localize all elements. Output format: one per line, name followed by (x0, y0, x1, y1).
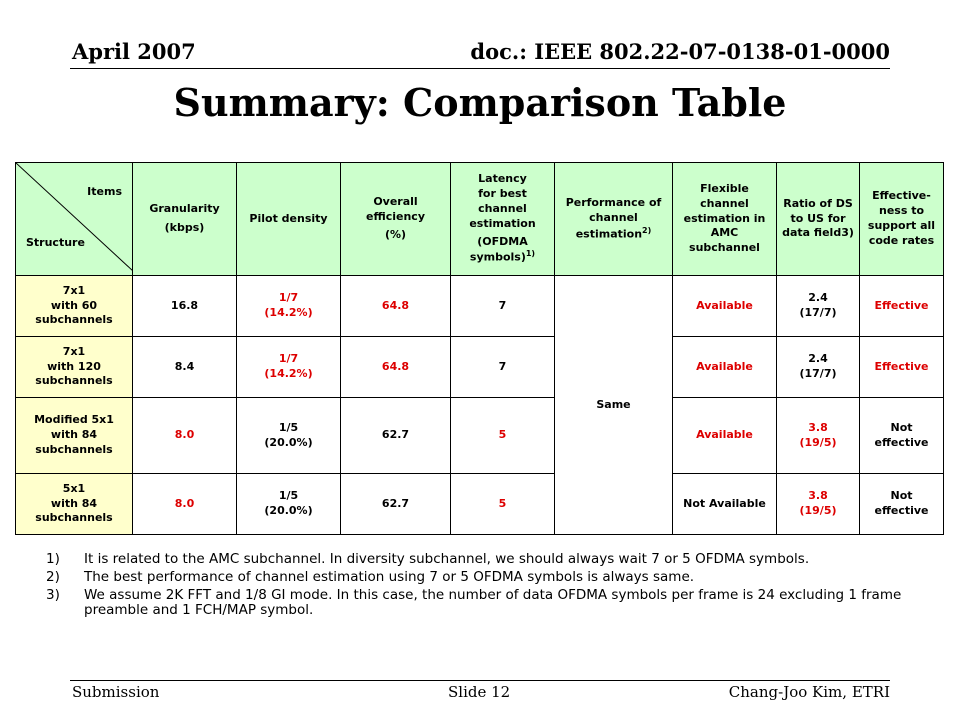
header-doc-id: doc.: IEEE 802.22-07-0138-01-0000 (470, 39, 890, 64)
col-header-flexible (673, 163, 777, 276)
col-header-pilot-density (237, 163, 341, 276)
table-row (16, 337, 944, 398)
slide-title: Summary: Comparison Table (173, 80, 787, 125)
pilot-percent: (20.0%) (264, 435, 313, 449)
cell-efficiency: 62.7 (341, 474, 451, 535)
footer-submission: Submission (72, 683, 160, 701)
pilot-percent: (20.0%) (264, 504, 313, 517)
col-header-overall-efficiency (341, 163, 451, 276)
col-header-text: Flexible channel estimation in AMC subchannel (683, 181, 766, 255)
col-header-unit: (%) (384, 228, 407, 242)
cell-performance-merged: Same (555, 276, 673, 535)
col-header-unit: (kbps) (164, 221, 205, 234)
col-header-latency (451, 163, 555, 276)
pilot-percent: (14.2%) (264, 367, 313, 380)
col-header-ratio (777, 163, 860, 276)
cell-effectiveness: Not effective (860, 398, 944, 474)
cell-latency: 7 (451, 337, 555, 398)
cell-ratio (777, 398, 860, 474)
structure-type: 5x1 (62, 481, 86, 495)
ratio-fraction: (19/5) (799, 435, 837, 449)
pilot-ratio: 1/5 (278, 489, 299, 503)
col-header-text: Latency (478, 172, 527, 186)
ratio-fraction: (17/7) (799, 306, 837, 319)
cell-flexible: Available (673, 337, 777, 398)
structure-subchannels: with 84 subchannels (35, 428, 113, 456)
cell-granularity: 16.8 (133, 276, 237, 337)
col-header-unit-text: (OFDMA symbols) (469, 234, 528, 265)
footer-slide-number: Slide 12 (448, 683, 511, 701)
cell-efficiency: 64.8 (341, 276, 451, 337)
col-header-performance (555, 163, 673, 276)
corner-items-label: Items (87, 185, 122, 198)
structure-type: 7x1 (62, 283, 86, 297)
ratio-value: 3.8 (808, 420, 828, 434)
col-header-text: Effective-ness to support all code rates (867, 189, 936, 247)
pilot-percent: (14.2%) (264, 306, 313, 319)
cell-pilot-density (237, 276, 341, 337)
header-date: April 2007 (72, 39, 196, 64)
footnote-item (46, 570, 926, 585)
footnote-number: 2) (46, 569, 60, 585)
footer-rule (70, 680, 890, 681)
cell-ratio (777, 276, 860, 337)
structure-type: 7x1 (62, 344, 86, 358)
cell-flexible: Available (673, 276, 777, 337)
header-rule (70, 68, 890, 69)
footnote-item (46, 552, 926, 567)
cell-effectiveness: Not effective (860, 474, 944, 535)
structure-type: Modified 5x1 (34, 413, 114, 427)
pilot-ratio: 1/7 (278, 352, 299, 366)
corner-header (16, 163, 133, 276)
cell-efficiency: 64.8 (341, 337, 451, 398)
col-header-text: Performance of channel estimation (565, 195, 662, 241)
footnote-ref: 2) (642, 225, 652, 235)
structure-subchannels: with 60 subchannels (35, 298, 113, 327)
col-header-unit (454, 235, 551, 266)
footnote-text: The best performance of channel estimation using 7 or 5 OFDMA symbols is always same. (84, 569, 695, 585)
cell-granularity: 8.4 (133, 337, 237, 398)
cell-latency: 5 (451, 398, 555, 474)
comparison-table (15, 162, 944, 535)
corner-diagonal (16, 163, 133, 271)
footnote-number: 1) (46, 551, 60, 567)
corner-structure-label: Structure (26, 236, 85, 250)
cell-flexible: Not Available (673, 474, 777, 535)
cell-pilot-density (237, 474, 341, 535)
cell-latency: 7 (451, 276, 555, 337)
row-structure (16, 398, 133, 474)
col-header-effectiveness (860, 163, 944, 276)
cell-ratio (777, 474, 860, 535)
row-structure (16, 276, 133, 337)
ratio-fraction: (17/7) (799, 367, 837, 380)
structure-subchannels: with 120 subchannels (35, 359, 113, 388)
footnote-text: It is related to the AMC subchannel. In diversity subchannel, we should always wait 7 or 5 OFDMA symbols. (84, 551, 810, 567)
col-header-text: for best channel estimation (469, 186, 536, 230)
ratio-fraction: (19/5) (799, 504, 837, 517)
pilot-ratio: 1/5 (278, 420, 299, 434)
ratio-value: 2.4 (808, 352, 828, 366)
row-structure (16, 474, 133, 535)
table-row (16, 474, 944, 535)
col-header-text: Granularity (149, 202, 220, 216)
ratio-value: 3.8 (808, 489, 828, 503)
pilot-ratio: 1/7 (278, 291, 299, 305)
structure-subchannels: with 84 subchannels (35, 496, 113, 525)
col-header-text: Pilot density (249, 211, 328, 225)
cell-efficiency: 62.7 (341, 398, 451, 474)
cell-pilot-density (237, 398, 341, 474)
cell-latency: 5 (451, 474, 555, 535)
col-header-text: Ratio of DS to US for data field3) (782, 196, 854, 240)
footnote-text: We assume 2K FFT and 1/8 GI mode. In this case, the number of data OFDMA symbols per frame is 24 excluding 1 frame preamble and 1 FCH/MAP symbol. (84, 587, 902, 618)
cell-flexible: Available (673, 398, 777, 474)
cell-pilot-density (237, 337, 341, 398)
table-row (16, 398, 944, 474)
footnote-ref: 1) (525, 249, 536, 259)
footnote-item (46, 588, 926, 618)
ratio-value: 2.4 (808, 291, 828, 305)
col-header-granularity (133, 163, 237, 276)
footnote-number: 3) (46, 587, 60, 603)
table-header-row (16, 163, 944, 276)
cell-granularity: 8.0 (133, 474, 237, 535)
col-header-text: Overall efficiency (365, 194, 425, 223)
cell-granularity: 8.0 (133, 398, 237, 474)
cell-effectiveness: Effective (860, 276, 944, 337)
footer-author: Chang-Joo Kim, ETRI (728, 683, 890, 701)
table-row (16, 276, 944, 337)
cell-effectiveness: Effective (860, 337, 944, 398)
row-structure (16, 337, 133, 398)
cell-ratio (777, 337, 860, 398)
footnotes (46, 552, 926, 621)
